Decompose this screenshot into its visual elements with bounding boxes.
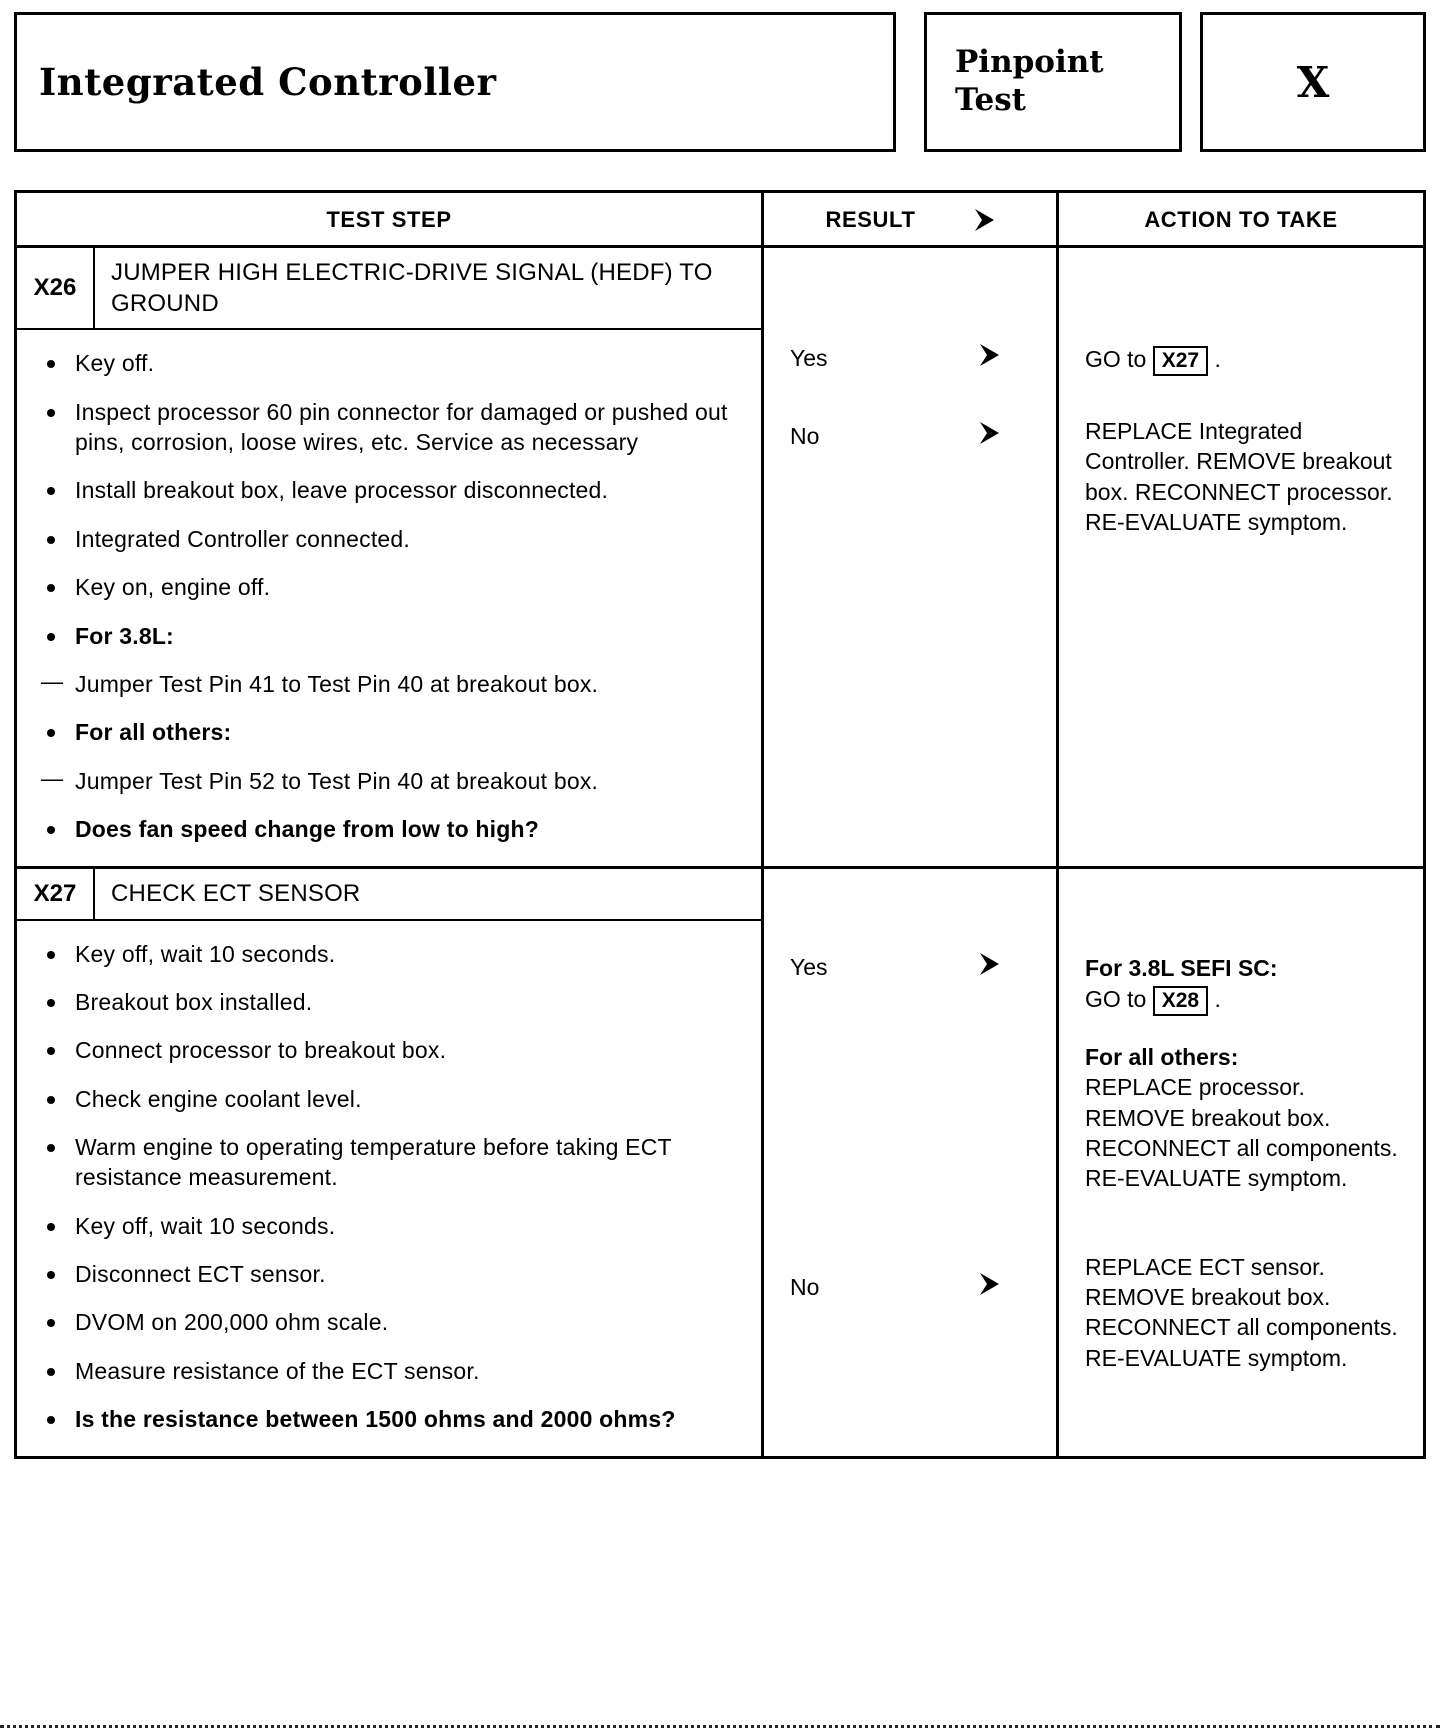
list-item: Measure resistance of the ECT sensor. [35,1356,743,1386]
action-cell-x27 [1059,869,1423,1456]
action-text-yes: REPLACE processor. REMOVE breakout box. RECONNECT all components. RE-EVALUATE symptom. [1085,1074,1398,1192]
list-item: Connect processor to breakout box. [35,1035,743,1065]
step-body-x27 [17,921,761,1457]
result-row-no [764,422,1056,452]
list-item: DVOM on 200,000 ohm scale. [35,1307,743,1337]
page-title: Integrated Controller [39,60,497,104]
list-item: Is the resistance between 1500 ohms and 2000 ohms? [35,1404,743,1434]
action-row-yes [1085,344,1407,376]
column-header-result-label: RESULT [825,207,916,232]
action-note-3-8l-sefi-sc: For 3.8L SEFI SC: [1085,955,1278,982]
column-header-action-label: ACTION TO TAKE [1144,207,1338,232]
test-step-cell-x26 [17,248,764,866]
action-row-no: REPLACE ECT sensor. REMOVE breakout box. RECONNECT all components. RE-EVALUATE symptom. [1085,1253,1398,1371]
step-list-x27 [35,939,743,1435]
list-item: Inspect processor 60 pin connector for damaged or pushed out pins, corrosion, loose wires, etc. Service as necessary [35,397,743,458]
pinpoint-label-line1: Pinpoint [955,44,1104,81]
arrow-right-icon [980,953,999,975]
column-header-result [764,193,1059,245]
table-header-row [17,193,1423,248]
header-letter-box [1200,12,1426,152]
list-item: Breakout box installed. [35,987,743,1017]
list-item: For 3.8L: [35,621,743,651]
header-spacer [896,12,924,152]
result-row-no [764,1273,1056,1303]
step-banner-x27 [17,869,761,920]
list-item: Install breakout box, leave processor disconnected. [35,475,743,505]
action-goto-step-x28[interactable]: X28 [1153,986,1208,1016]
result-label-no: No [790,1274,820,1301]
list-item: Warm engine to operating temperature before taking ECT resistance measurement. [35,1132,743,1193]
arrow-right-icon [980,344,999,366]
action-goto-prefix: GO to [1085,985,1147,1012]
result-row-yes [764,953,1056,983]
test-letter: X [1296,57,1330,107]
action-goto-suffix: . [1214,346,1221,372]
header-spacer-2 [1182,12,1200,152]
action-goto-step-x27[interactable]: X27 [1153,346,1208,376]
arrow-right-icon [980,1273,999,1295]
step-id-x26: X26 [17,248,95,328]
pinpoint-test-table [14,190,1426,1459]
action-row-no: REPLACE Integrated Controller. REMOVE breakout box. RECONNECT processor. RE-EVALUATE symptom. [1085,418,1393,536]
test-step-cell-x27 [17,869,764,1456]
step-heading-x26: JUMPER HIGH ELECTRIC-DRIVE SIGNAL (HEDF) TO GROUND [111,259,713,318]
header-pinpoint-box [924,12,1182,152]
result-cell-x27 [764,869,1059,1456]
result-row-yes [764,344,1056,374]
result-label-no: No [790,422,820,449]
step-id-x27: X27 [17,869,95,918]
result-label-yes: Yes [790,345,828,371]
page-header [14,12,1426,152]
result-label-yes: Yes [790,954,828,981]
step-banner-x26 [17,248,761,330]
arrow-right-icon [980,422,999,444]
list-item: Key off. [35,348,743,378]
list-item: — Jumper Test Pin 52 to Test Pin 40 at breakout box. [35,766,743,796]
result-cell-x26 [764,248,1059,866]
arrow-right-icon [975,209,994,231]
test-section-x26 [17,248,1423,869]
action-cell-x26 [1059,248,1423,866]
test-section-x27 [17,869,1423,1456]
pinpoint-label-line2: Test [955,82,1027,118]
list-item: Does fan speed change from low to high? [35,814,743,844]
list-item: Check engine coolant level. [35,1084,743,1114]
page-bottom-rule [0,1725,1440,1728]
list-item: For all others: [35,717,743,747]
column-header-test-step-label: TEST STEP [326,207,452,232]
list-item: — Jumper Test Pin 41 to Test Pin 40 at breakout box. [35,669,743,699]
action-row-yes [1085,953,1407,1193]
list-item: Key off, wait 10 seconds. [35,939,743,969]
header-title-box [14,12,896,152]
action-note-all-others: For all others: [1085,1043,1239,1070]
step-heading-x27: CHECK ECT SENSOR [111,880,361,908]
step-list-x26 [35,348,743,844]
list-item: Key off, wait 10 seconds. [35,1211,743,1241]
list-item: Disconnect ECT sensor. [35,1259,743,1289]
step-body-x26 [17,330,761,866]
column-header-action [1059,193,1423,245]
action-goto-suffix: . [1214,985,1221,1012]
column-header-test-step [17,193,764,245]
list-item: Key on, engine off. [35,572,743,602]
list-item: Integrated Controller connected. [35,524,743,554]
action-goto-prefix: GO to [1085,346,1147,372]
